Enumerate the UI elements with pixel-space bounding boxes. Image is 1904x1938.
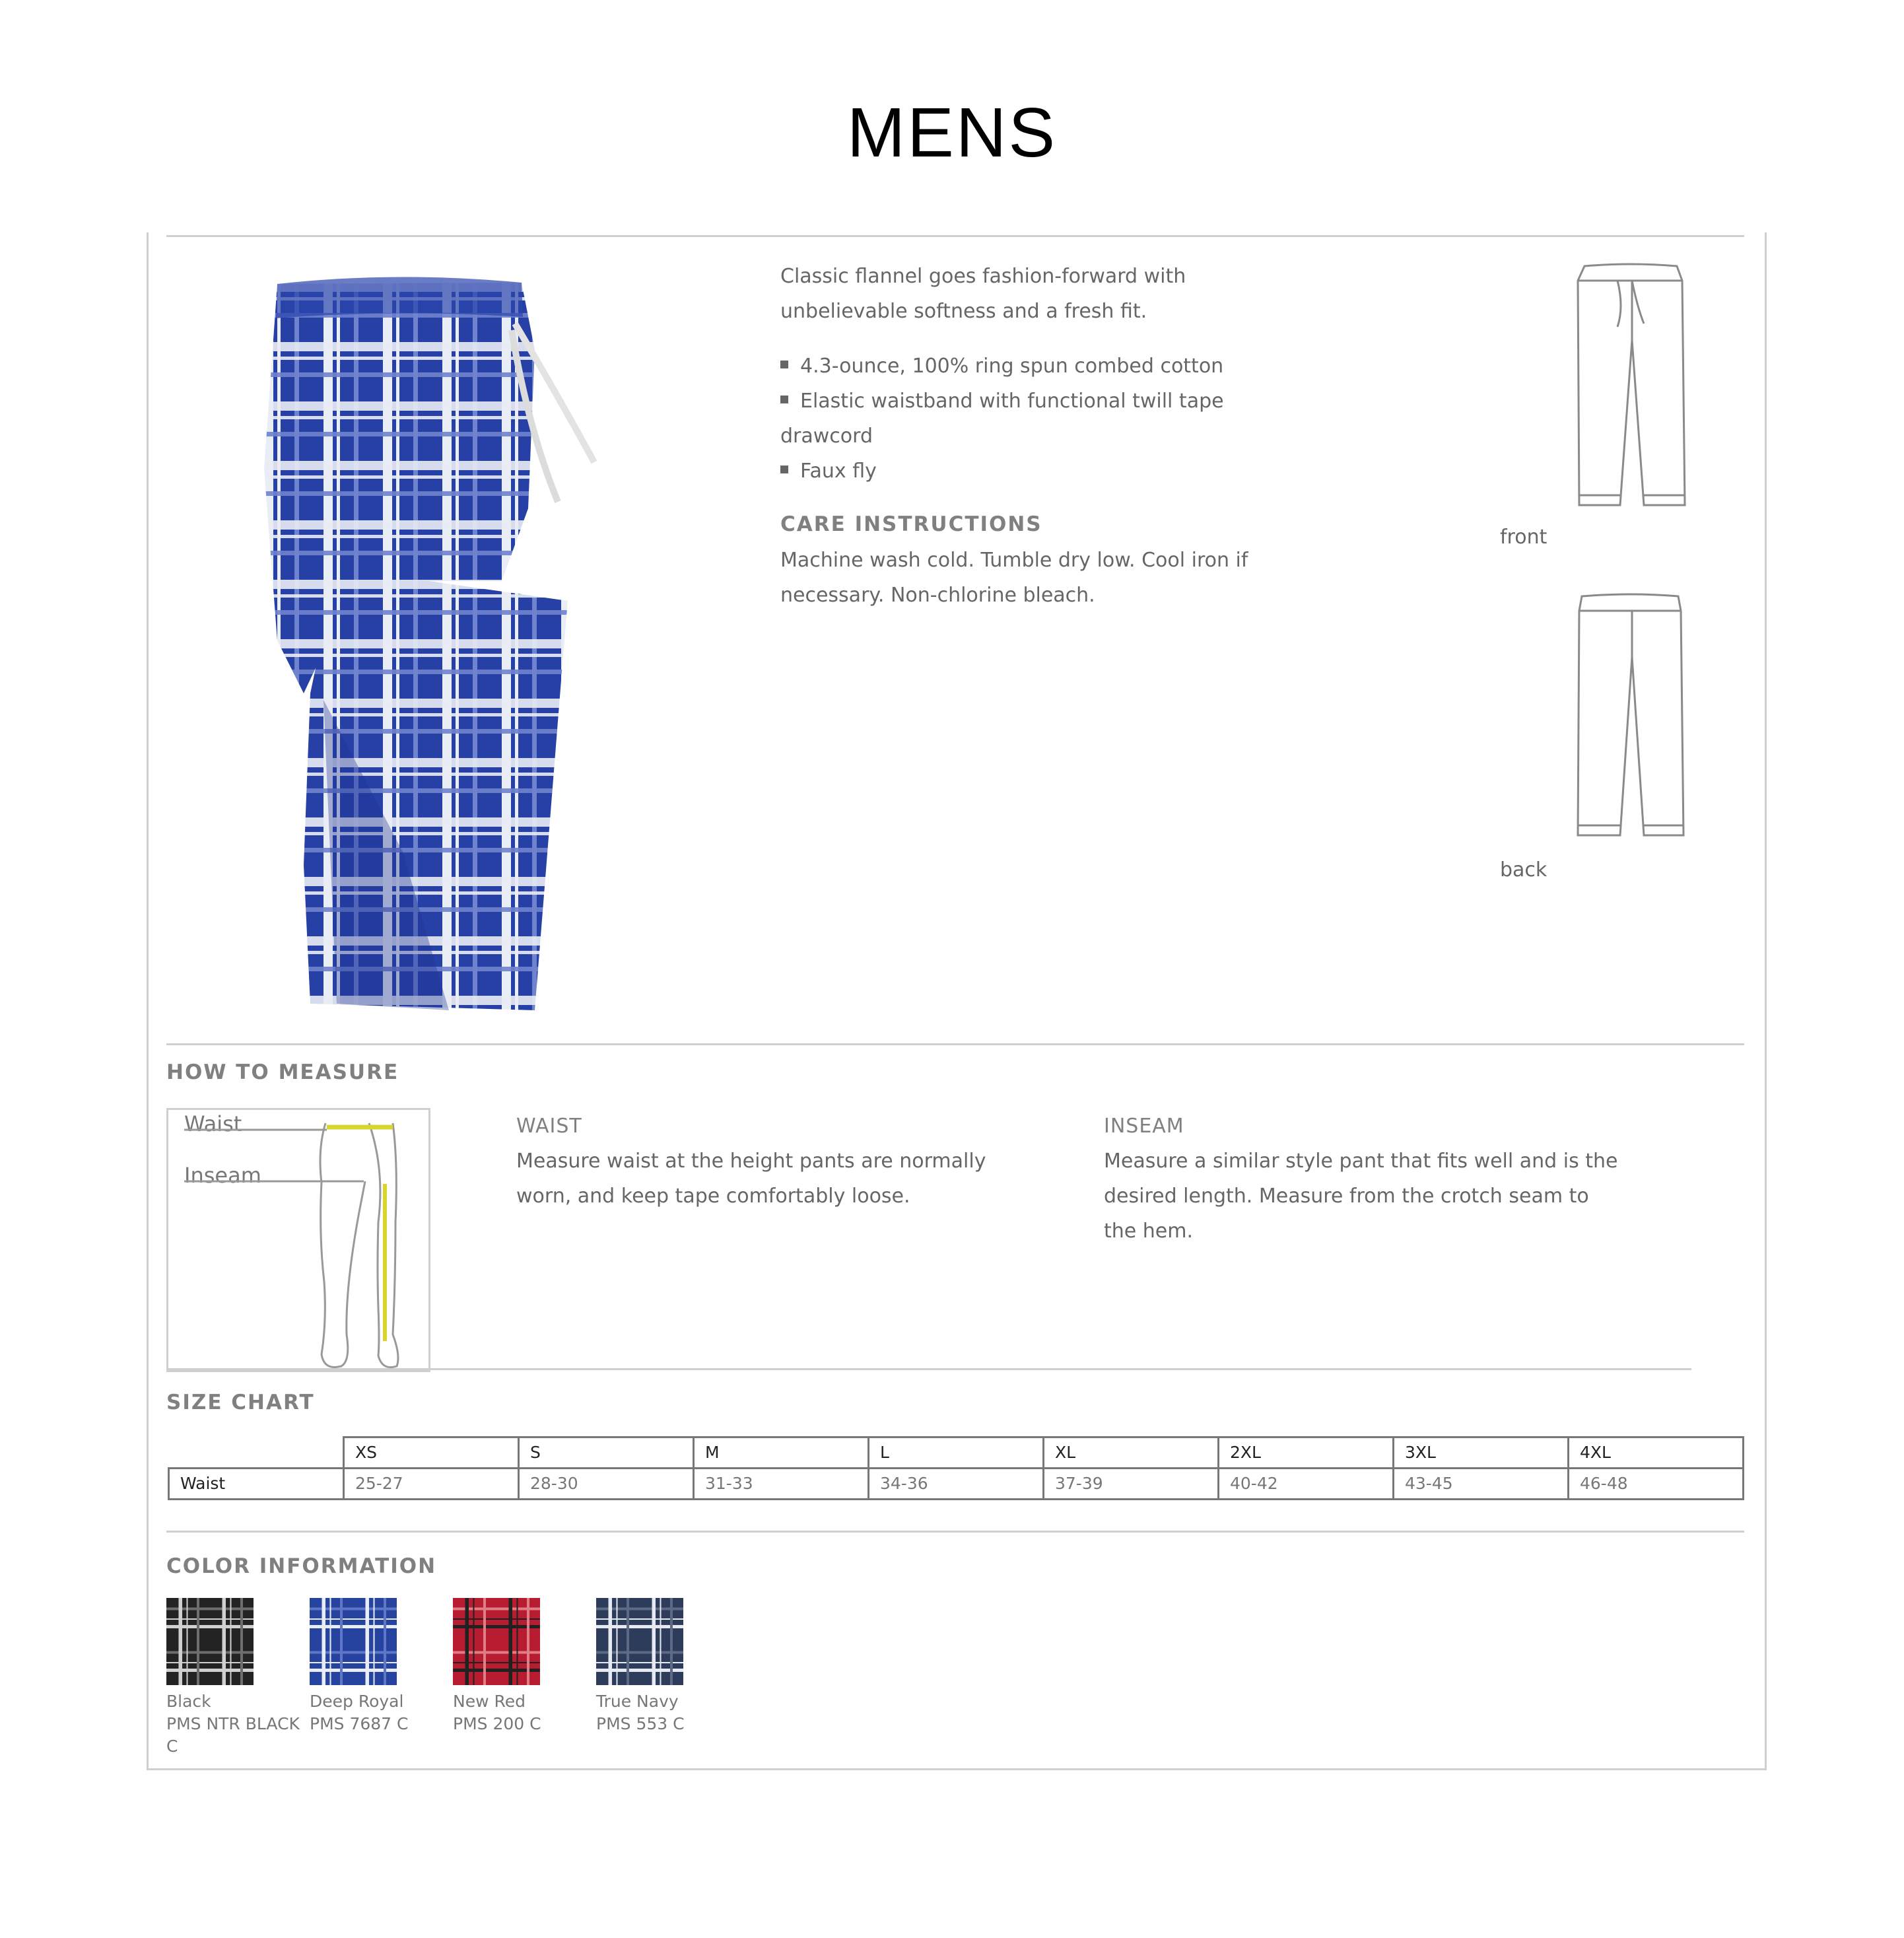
table-row	[169, 1469, 1744, 1500]
waist-title: WAIST	[516, 1115, 582, 1138]
front-label: front	[1500, 526, 1547, 549]
bullet-icon	[780, 361, 788, 368]
color-name: Deep Royal	[310, 1692, 404, 1711]
bullet-icon	[780, 396, 788, 403]
divider	[166, 1043, 1744, 1045]
care-text: Machine wash cold. Tumble dry low. Cool iron if necessary. Non-chlorine bleach.	[780, 549, 1248, 607]
color-pms: PMS 553 C	[596, 1714, 685, 1733]
measure-heading: HOW TO MEASURE	[166, 1060, 399, 1084]
size-header-cell: XL	[1044, 1437, 1219, 1469]
measure-diagram	[166, 1108, 430, 1372]
color-swatch-deep-royal[interactable]	[310, 1598, 397, 1685]
feature-list	[780, 349, 1282, 489]
color-name: Black	[166, 1692, 211, 1711]
inseam-text: Measure a similar style pant that fits well and is the desired length. Measure from the crotch seam to the hem.	[1104, 1150, 1618, 1243]
size-chart-heading: SIZE CHART	[166, 1391, 315, 1414]
size-header-cell: XS	[344, 1437, 519, 1469]
color-label	[596, 1690, 735, 1735]
color-swatch-true-navy[interactable]	[596, 1598, 683, 1685]
divider	[166, 235, 1744, 237]
product-intro: Classic flannel goes fashion-forward with unbelievable softness and a fresh fit.	[780, 265, 1186, 323]
color-pms: PMS 7687 C	[310, 1714, 409, 1733]
color-label	[166, 1690, 305, 1758]
color-label	[453, 1690, 592, 1735]
back-drawing	[1571, 591, 1690, 848]
table-cell: 31-33	[694, 1469, 869, 1500]
feature-item: 4.3-ounce, 100% ring spun combed cotton	[780, 349, 1282, 384]
color-swatch-new-red[interactable]	[453, 1598, 540, 1685]
feature-item: Faux fly	[780, 454, 1282, 489]
color-name: True Navy	[596, 1692, 679, 1711]
bullet-icon	[780, 466, 788, 473]
feature-item: Elastic waistband with functional twill tape drawcord	[780, 390, 1224, 448]
size-header-cell: 4XL	[1569, 1437, 1744, 1469]
size-header-row	[169, 1437, 1744, 1469]
front-drawing	[1571, 261, 1690, 518]
table-cell: 37-39	[1044, 1469, 1219, 1500]
table-cell: 28-30	[519, 1469, 694, 1500]
table-cell: 43-45	[1394, 1469, 1569, 1500]
color-name: New Red	[453, 1692, 526, 1711]
size-header-cell: 2XL	[1219, 1437, 1394, 1469]
back-label: back	[1500, 858, 1547, 882]
size-table	[168, 1436, 1744, 1500]
diagram-inseam-label: Inseam	[184, 1163, 261, 1188]
care-heading: CARE INSTRUCTIONS	[780, 512, 1042, 536]
table-cell: 46-48	[1569, 1469, 1744, 1500]
size-header-cell: 3XL	[1394, 1437, 1569, 1469]
page-title: MENS	[846, 94, 1058, 172]
table-cell: 40-42	[1219, 1469, 1394, 1500]
table-cell: 25-27	[344, 1469, 519, 1500]
size-header-cell: S	[519, 1437, 694, 1469]
product-photo	[251, 271, 607, 1017]
size-header-cell: M	[694, 1437, 869, 1469]
color-label	[310, 1690, 448, 1735]
color-swatch-black[interactable]	[166, 1598, 254, 1685]
color-pms: PMS NTR BLACK C	[166, 1714, 300, 1756]
color-pms: PMS 200 C	[453, 1714, 541, 1733]
color-heading: COLOR INFORMATION	[166, 1554, 437, 1578]
diagram-waist-label: Waist	[184, 1111, 242, 1136]
waist-text: Measure waist at the height pants are normally worn, and keep tape comfortably loose.	[516, 1150, 986, 1208]
row-label: Waist	[169, 1469, 344, 1500]
divider	[166, 1531, 1744, 1533]
size-header-cell: L	[869, 1437, 1044, 1469]
table-cell: 34-36	[869, 1469, 1044, 1500]
inseam-title: INSEAM	[1104, 1115, 1184, 1138]
